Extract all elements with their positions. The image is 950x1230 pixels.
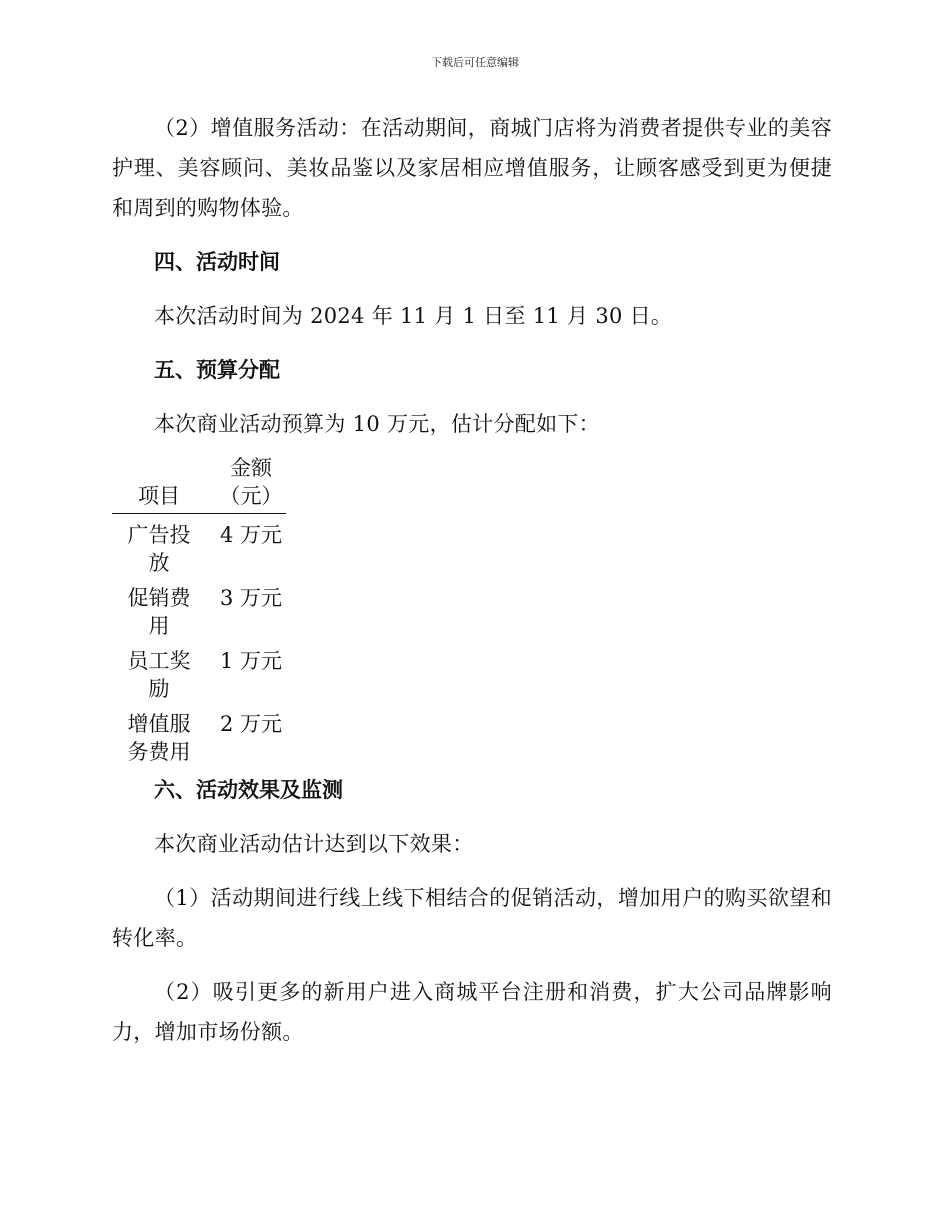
column-header-item: 项目 [112,454,210,514]
paragraph-effect-intro: 本次商业活动估计达到以下效果： [154,832,474,856]
section-heading-effect-monitoring: 六、活动效果及监测 [154,777,343,802]
paragraph-effect-2: （2）吸引更多的新用户进入商城平台注册和消费，扩大公司品牌影响力，增加市场份额。 [112,980,832,1044]
table-row [112,579,286,642]
paragraph-value-added-service: （2）增值服务活动：在活动期间，商城门店将为消费者提供专业的美容护理、美容顾问、美妆品鉴以及家居相应增值服务，让顾客感受到更为便捷和周到的购物体验。 [112,116,832,220]
budget-table [112,454,286,768]
section-heading-activity-time: 四、活动时间 [154,249,280,274]
cell-item: 促销费用 [127,586,191,638]
table-row [112,642,286,705]
table-row [112,514,286,580]
table-row [112,705,286,768]
document-body [112,108,832,1052]
page-header: 下载后可任意编辑 [431,56,519,69]
cell-item: 增值服务费用 [127,712,191,764]
section-heading-budget: 五、预算分配 [154,357,280,382]
column-header-amount: 金额（元） [210,454,286,514]
cell-amount: 3 万元 [219,586,283,610]
paragraph-budget-intro: 本次商业活动预算为 10 万元，估计分配如下： [154,412,600,436]
cell-amount: 2 万元 [219,712,283,736]
cell-amount: 4 万元 [219,523,283,547]
cell-amount: 1 万元 [219,649,283,673]
cell-item: 员工奖励 [127,649,191,701]
paragraph-effect-1: （1）活动期间进行线上线下相结合的促销活动，增加用户的购买欲望和转化率。 [112,886,832,950]
table-header-row [112,454,286,514]
cell-item: 广告投放 [127,523,191,575]
paragraph-activity-time: 本次活动时间为 2024 年 11 月 1 日至 11 月 30 日。 [154,304,673,328]
